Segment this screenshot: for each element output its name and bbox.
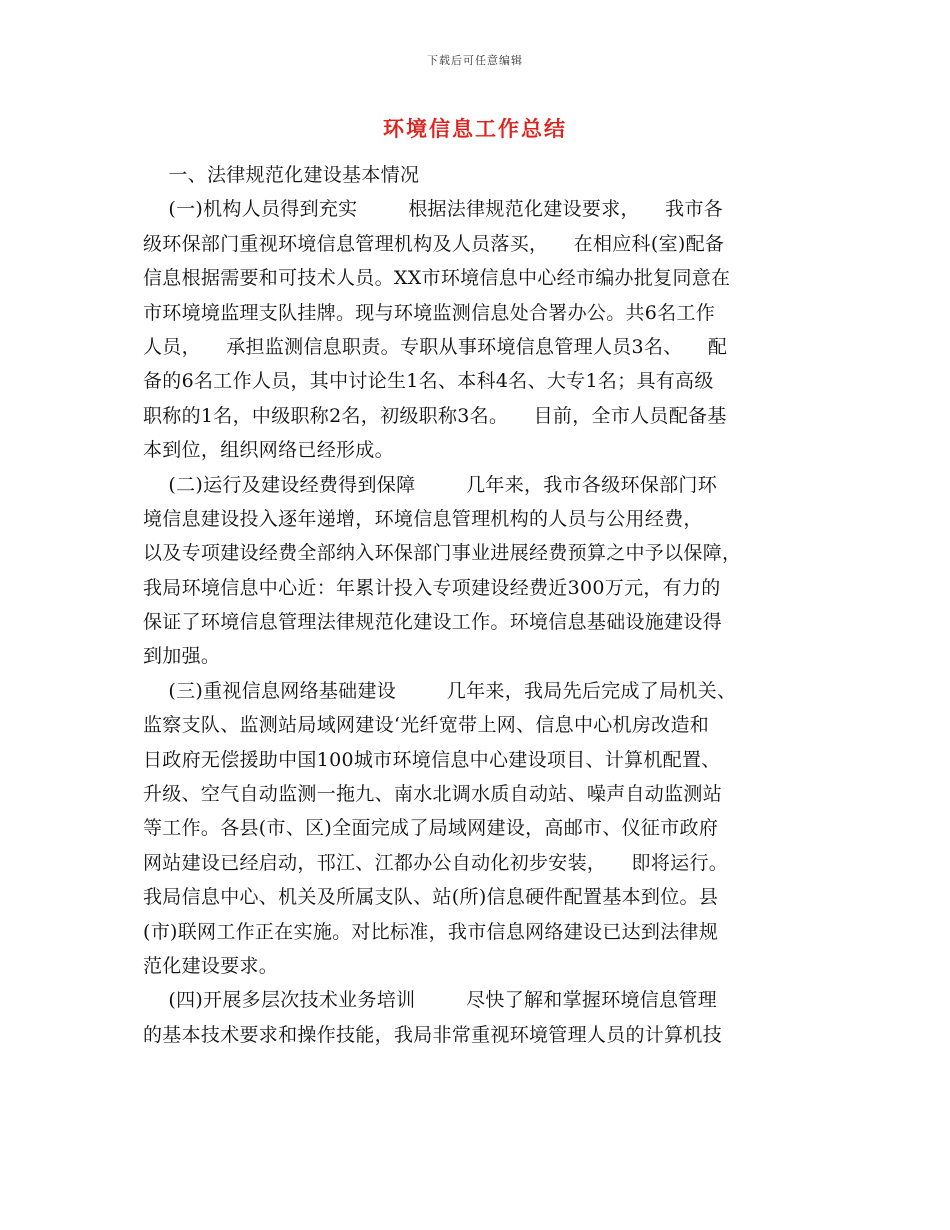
- text-line: (三)重视信息网络基础建设 几年来，我局先后完成了局机关、: [143, 679, 737, 702]
- text-line: 我局信息中心、机关及所属支队、站(所)信息硬件配置基本到位。县: [143, 886, 719, 909]
- text-line: 网站建设已经启动，邗江、江都办公自动化初步安装， 即将运行。: [143, 851, 729, 874]
- text-line: 本到位，组织网络已经形成。: [143, 439, 394, 462]
- text-line: 备的6名工作人员，其中讨论生1名、本科4名、大专1名；具有高级: [143, 370, 714, 393]
- text-line: 的基本技术要求和操作技能，我局非常重视环境管理人员的计算机技: [143, 1023, 723, 1046]
- text-line: (一)机构人员得到充实 根据法律规范化建设要求， 我市各: [143, 198, 724, 221]
- text-line: (市)联网工作正在实施。对比标准，我市信息网络建设已达到法律规: [143, 920, 719, 943]
- text-line: 到加强。: [143, 645, 221, 668]
- text-line: 范化建设要求。: [143, 954, 279, 977]
- text-line: 一、法律规范化建设基本情况: [143, 164, 420, 186]
- document-title: 环境信息工作总结: [383, 116, 567, 141]
- text-line: (二)运行及建设经费得到保障 几年来，我市各级环保部门环: [143, 473, 718, 496]
- text-line: 监察支队、监测站局域网建设‘光纤宽带上网、信息中心机房改造和: [143, 714, 710, 737]
- text-line: 我局环境信息中心近：年累计投入专项建设经费近300万元，有力的: [143, 576, 721, 599]
- text-line: 信息根据需要和可技术人员。XX市环境信息中心经市编办批复同意在: [143, 267, 731, 290]
- text-line: 以及专项建设经费全部纳入环保部门事业进展经费预算之中予以保障，: [143, 542, 742, 565]
- text-line: 日政府无偿援助中国100城市环境信息中心建设项目、计算机配置、: [143, 748, 721, 771]
- document-body: [143, 158, 823, 1052]
- text-line: 级环保部门重视环境信息管理机构及人员落买， 在相应科(室)配备: [143, 232, 725, 255]
- text-line: 职称的1名，中级职称2名，初级职称3名。 目前，全市人员配备基: [143, 404, 727, 427]
- text-line: 等工作。各县(市、区)全面完成了局域网建设，高邮市、仪征市政府: [143, 817, 719, 840]
- text-line: 市环境境监理支队挂牌。现与环境监测信息处合署办公。共6名工作: [143, 301, 716, 324]
- page-header-note: 下载后可任意编辑: [427, 54, 523, 67]
- text-line: 人员， 承担监测信息职责。专职从事环境信息管理人员3名、 配: [143, 335, 728, 358]
- text-line: 升级、空气自动监测一拖九、南水北调水质自动站、噪声自动监测站: [143, 783, 723, 806]
- text-line: 境信息建设投入逐年递增，环境信息管理机构的人员与公用经费，: [143, 507, 703, 530]
- text-line: 保证了环境信息管理法律规范化建设工作。环境信息基础设施建设得: [143, 611, 723, 634]
- text-line: (四)开展多层次技术业务培训 尽快了解和掌握环境信息管理: [143, 989, 718, 1012]
